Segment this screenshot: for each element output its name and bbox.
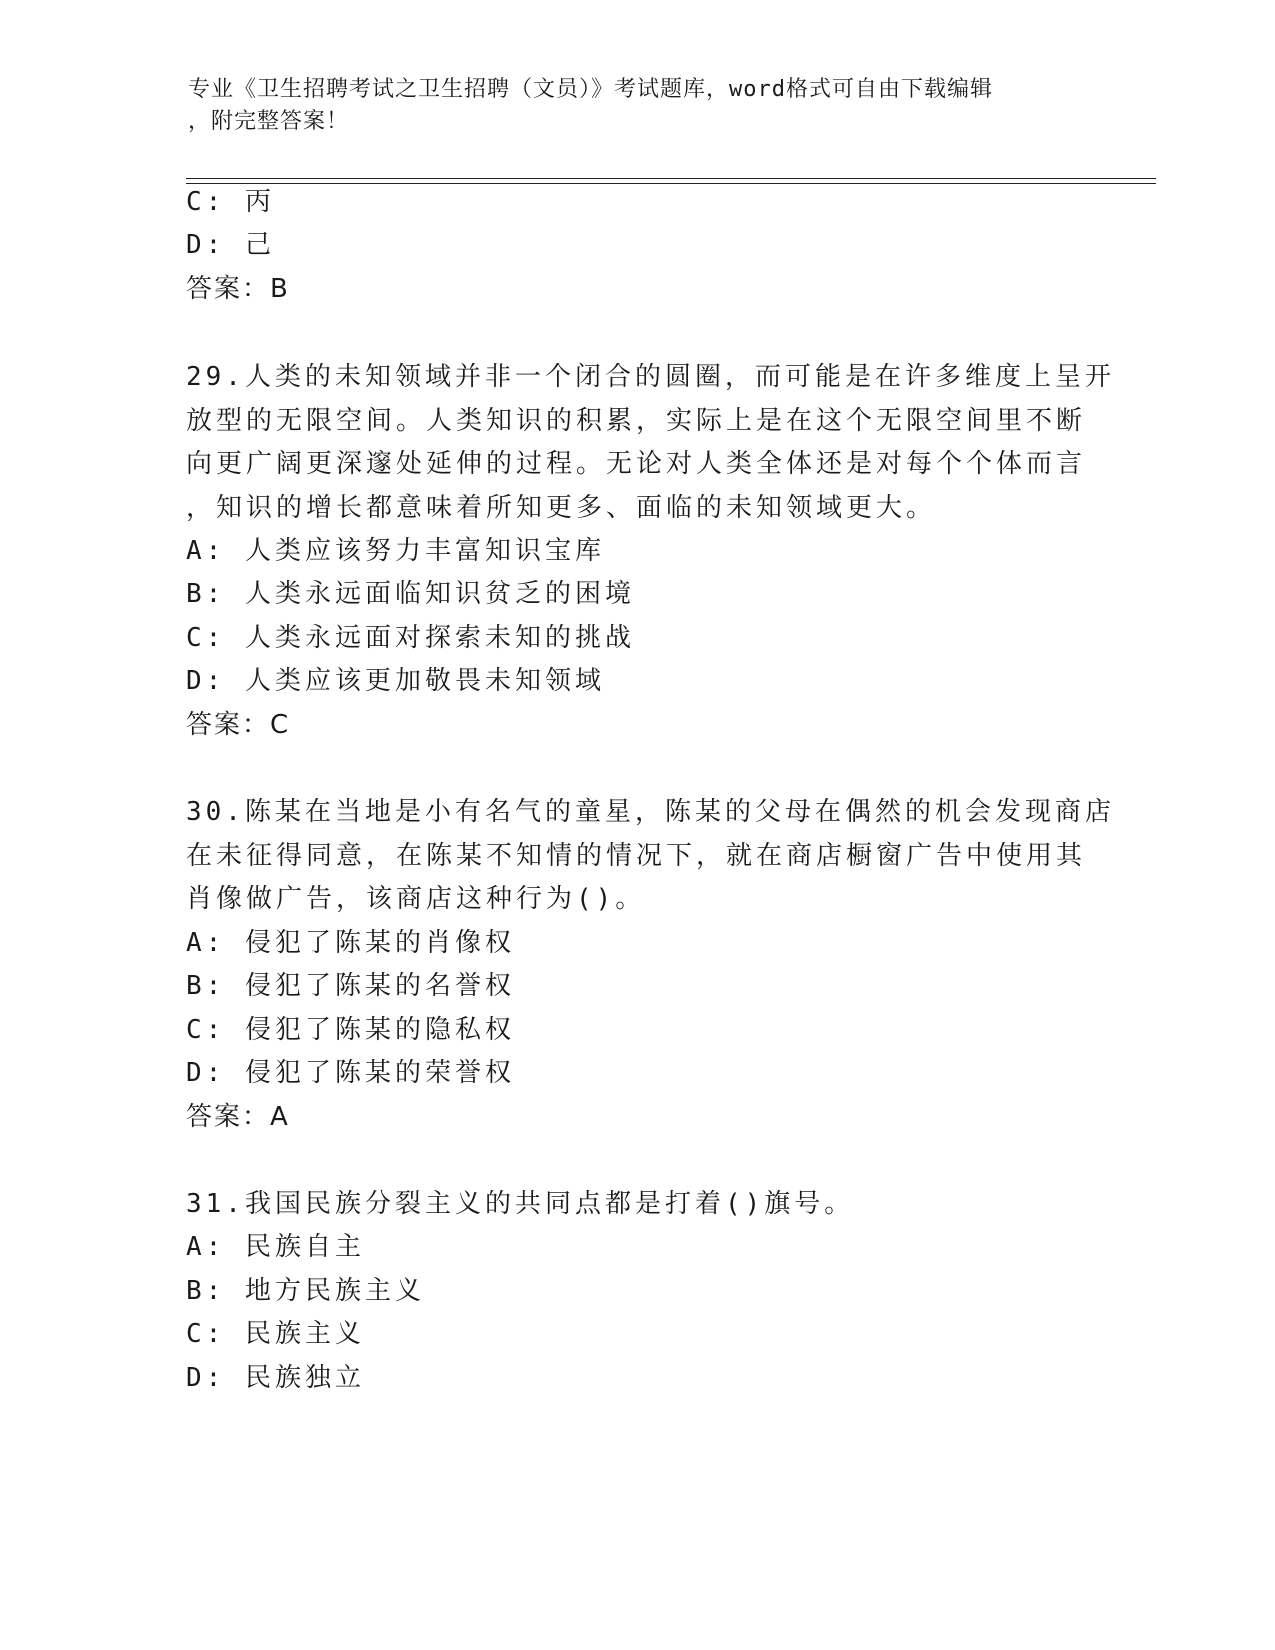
q30-stem-line: 在未征得同意，在陈某不知情的情况下，就在商店橱窗广告中使用其: [186, 841, 1087, 871]
q30-stem-line: 肖像做广告，该商店这种行为()。: [186, 884, 646, 914]
q29-option-c: C: 人类永远面对探索未知的挑战: [186, 623, 635, 653]
q30-stem-line: 30.陈某在当地是小有名气的童星，陈某的父母在偶然的机会发现商店: [186, 797, 1115, 827]
q30-option-b: B: 侵犯了陈某的名誉权: [186, 971, 515, 1001]
q29-option-a: A: 人类应该努力丰富知识宝库: [186, 536, 605, 566]
q31-option-c: C: 民族主义: [186, 1319, 365, 1349]
header-line-1: 专业《卫生招聘考试之卫生招聘（文员）》考试题库，word格式可自由下载编辑: [188, 77, 993, 102]
header-rule-bottom: [186, 183, 1156, 184]
q31-stem-line: 31.我国民族分裂主义的共同点都是打着()旗号。: [186, 1189, 855, 1219]
q29-stem-line: ，知识的增长都意味着所知更多、面临的未知领域更大。: [186, 493, 937, 523]
prev-answer: 答案：B: [186, 274, 290, 304]
prev-option-d: D: 己: [186, 230, 275, 260]
q29-option-b: B: 人类永远面临知识贫乏的困境: [186, 579, 635, 609]
q31-option-a: A: 民族自主: [186, 1232, 365, 1262]
q29-stem-line: 向更广阔更深邃处延伸的过程。无论对人类全体还是对每个个体而言: [186, 449, 1087, 479]
prev-option-c: C: 丙: [186, 187, 275, 217]
q30-option-d: D: 侵犯了陈某的荣誉权: [186, 1058, 515, 1088]
q30-option-c: C: 侵犯了陈某的隐私权: [186, 1015, 515, 1045]
q30-answer: 答案：A: [186, 1102, 290, 1132]
q31-option-b: B: 地方民族主义: [186, 1276, 425, 1306]
q29-answer: 答案：C: [186, 710, 291, 740]
q30-option-a: A: 侵犯了陈某的肖像权: [186, 928, 515, 958]
header-line-2: ，附完整答案！: [188, 109, 350, 134]
document-header: [188, 74, 1068, 138]
q29-stem-line: 29.人类的未知领域并非一个闭合的圆圈，而可能是在许多维度上呈开: [186, 362, 1115, 392]
q29-option-d: D: 人类应该更加敬畏未知领域: [186, 666, 605, 696]
q31-option-d: D: 民族独立: [186, 1363, 365, 1393]
header-rule-top: [186, 178, 1156, 179]
q29-stem-line: 放型的无限空间。人类知识的积累，实际上是在这个无限空间里不断: [186, 406, 1087, 436]
